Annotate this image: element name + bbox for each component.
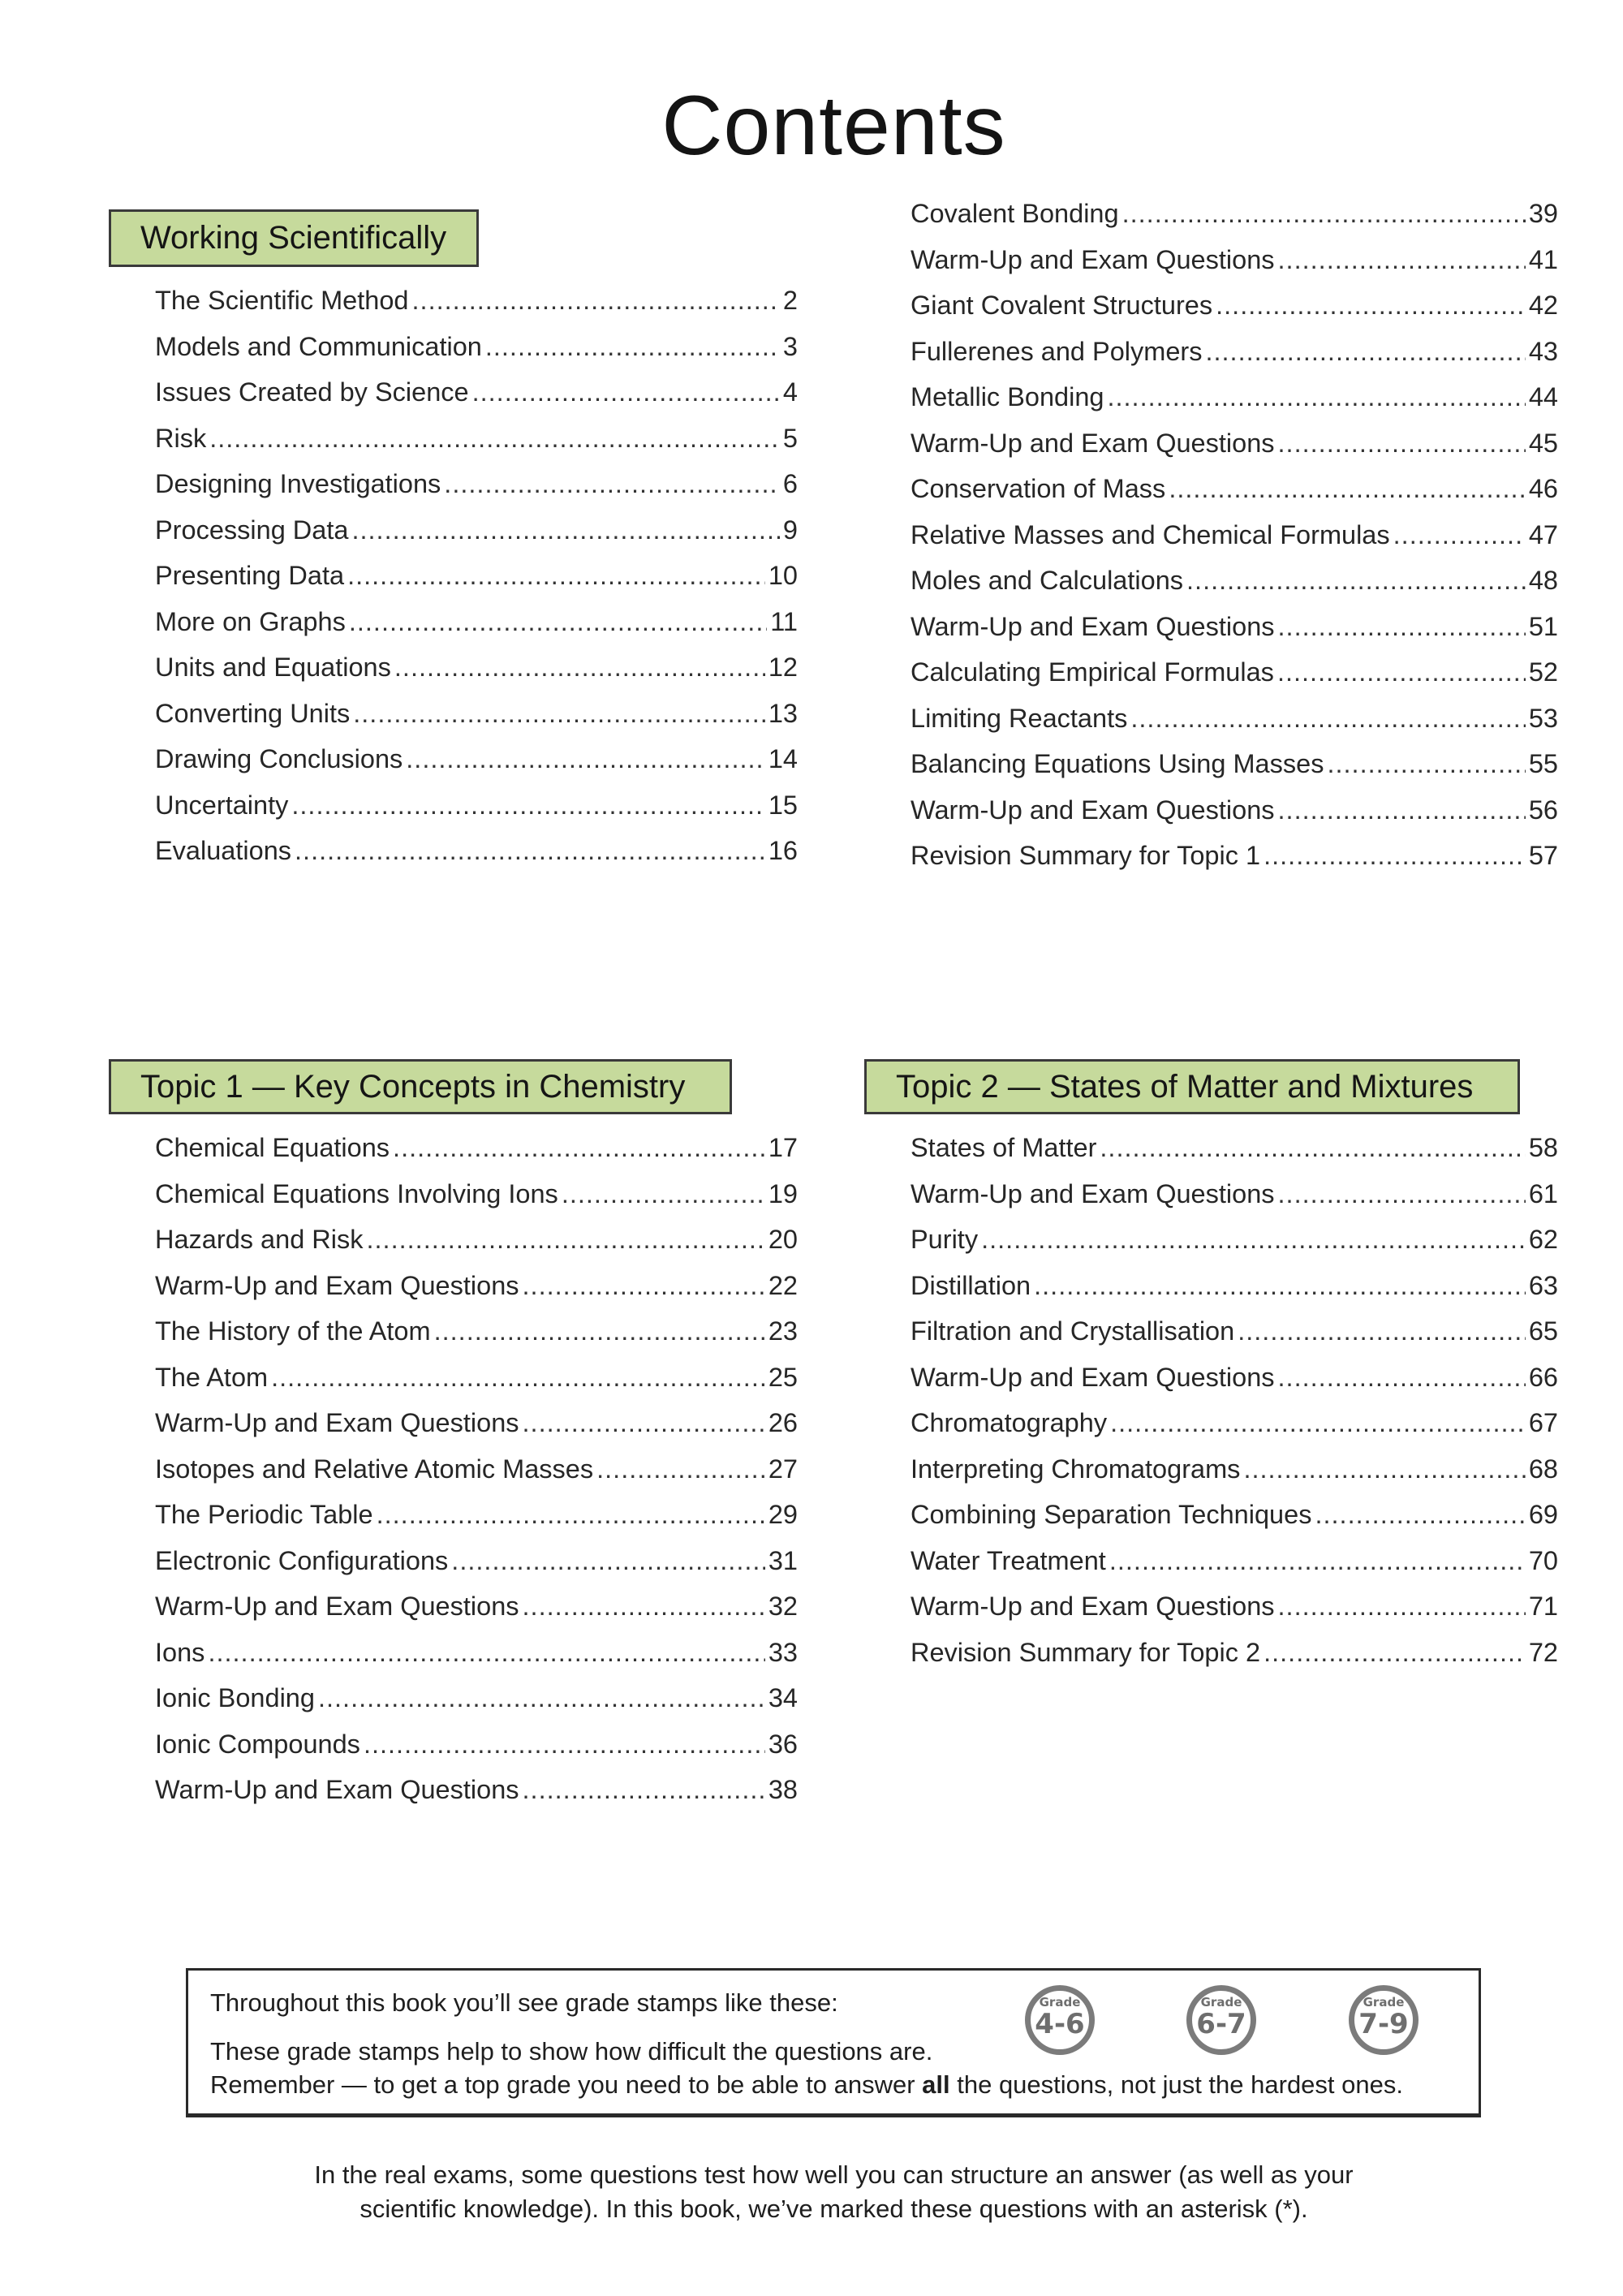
toc-entry-title: Designing Investigations: [155, 469, 441, 498]
dot-leader: [1278, 612, 1526, 642]
section-heading-topic1: [109, 1059, 732, 1114]
toc-entry[interactable]: [155, 1500, 798, 1546]
toc-entry-page-number: 57: [1528, 841, 1558, 870]
toc-entry-page-number: 38: [768, 1775, 798, 1804]
dot-leader: [394, 653, 765, 683]
toc-entry[interactable]: [911, 1638, 1558, 1684]
toc-entry-page-number: 31: [768, 1545, 798, 1575]
dot-leader: [523, 1408, 765, 1438]
toc-entry-page-number: 13: [768, 698, 798, 728]
toc-entry[interactable]: [155, 1408, 798, 1454]
toc-entry[interactable]: [155, 607, 798, 653]
dot-leader: [1169, 474, 1526, 504]
toc-entry[interactable]: [155, 1225, 798, 1271]
dot-leader: [1278, 245, 1526, 275]
dot-leader: [523, 1775, 765, 1805]
toc-entry[interactable]: [155, 836, 798, 882]
stamp-range: 7-9: [1358, 2008, 1409, 2040]
toc-entry[interactable]: [155, 1730, 798, 1776]
toc-entry-title: Interpreting Chromatograms: [911, 1454, 1241, 1484]
toc-entry-title: Warm-Up and Exam Questions: [911, 244, 1275, 274]
grade-stamp-7-9-icon: [1349, 1985, 1419, 2055]
toc-entry[interactable]: [911, 612, 1558, 658]
stamp-range: 4-6: [1035, 2008, 1085, 2040]
toc-entry-page-number: 61: [1528, 1178, 1558, 1208]
toc-list-topic2: [911, 1133, 1558, 1683]
toc-entry[interactable]: [911, 1225, 1558, 1271]
dot-leader: [1130, 704, 1525, 734]
dot-leader: [295, 836, 765, 866]
toc-entry[interactable]: [911, 1546, 1558, 1592]
toc-entry-title: More on Graphs: [155, 606, 346, 636]
toc-entry-page-number: 33: [768, 1637, 798, 1667]
toc-entry[interactable]: [155, 1775, 798, 1821]
toc-entry-title: Chromatography: [911, 1408, 1108, 1437]
stamp-word: Grade: [1039, 1995, 1081, 2010]
toc-entry[interactable]: [911, 1179, 1558, 1226]
info-line-3-emphasis: all: [922, 2070, 950, 2099]
toc-entry[interactable]: [155, 377, 798, 424]
stamp-range: 6-7: [1196, 2008, 1246, 2040]
section-heading-working-scientifically: [109, 209, 479, 267]
toc-entry[interactable]: [155, 744, 798, 790]
dot-leader: [1243, 1454, 1525, 1484]
footnote-line-2: scientific knowledge). In this book, we’ve marked these questions with an asterisk (*).: [359, 2195, 1308, 2223]
toc-entry-page-number: 44: [1528, 382, 1558, 411]
toc-entry-page-number: 42: [1528, 291, 1558, 320]
toc-entry-title: Ionic Compounds: [155, 1729, 360, 1759]
toc-entry[interactable]: [155, 1454, 798, 1501]
toc-entry-title: Chemical Equations: [155, 1133, 390, 1162]
toc-entry[interactable]: [155, 653, 798, 699]
toc-entry-title: Filtration and Crystallisation: [911, 1316, 1235, 1346]
toc-entry[interactable]: [911, 566, 1558, 612]
toc-entry-title: Purity: [911, 1225, 979, 1254]
dot-leader: [347, 561, 765, 591]
toc-entry[interactable]: [911, 1363, 1558, 1409]
toc-entry-title: The Periodic Table: [155, 1500, 373, 1529]
toc-entry-title: Warm-Up and Exam Questions: [911, 1362, 1275, 1392]
toc-entry-title: Giant Covalent Structures: [911, 291, 1213, 320]
toc-entry-page-number: 66: [1528, 1362, 1558, 1392]
toc-entry[interactable]: [155, 286, 798, 332]
toc-entry-title: Warm-Up and Exam Questions: [911, 611, 1275, 641]
dot-leader: [1278, 429, 1526, 459]
toc-entry-page-number: 65: [1528, 1316, 1558, 1346]
toc-entry[interactable]: [155, 1683, 798, 1730]
toc-entry-title: Fullerenes and Polymers: [911, 336, 1203, 366]
toc-entry-title: Moles and Calculations: [911, 566, 1184, 595]
toc-entry-page-number: 70: [1528, 1545, 1558, 1575]
dot-leader: [1110, 1408, 1526, 1438]
toc-entry-page-number: 34: [768, 1683, 798, 1712]
toc-entry-page-number: 55: [1528, 749, 1558, 778]
toc-entry[interactable]: [911, 795, 1558, 842]
toc-entry-title: Covalent Bonding: [911, 199, 1119, 228]
toc-entry-title: Uncertainty: [155, 790, 289, 820]
toc-entry-title: Converting Units: [155, 698, 351, 728]
toc-entry-page-number: 62: [1528, 1225, 1558, 1254]
toc-entry-page-number: 14: [768, 744, 798, 773]
toc-entry-page-number: 41: [1528, 244, 1558, 274]
toc-entry[interactable]: [155, 1316, 798, 1363]
toc-list-working-scientifically: [155, 286, 798, 882]
toc-entry-title: The History of the Atom: [155, 1316, 431, 1346]
toc-entry[interactable]: [155, 561, 798, 607]
toc-entry-title: Warm-Up and Exam Questions: [911, 795, 1275, 825]
toc-entry-title: Relative Masses and Chemical Formulas: [911, 519, 1390, 549]
toc-entry-title: Warm-Up and Exam Questions: [911, 1592, 1275, 1621]
toc-entry-title: Warm-Up and Exam Questions: [155, 1775, 519, 1804]
toc-entry-title: Risk: [155, 423, 207, 453]
dot-leader: [367, 1225, 765, 1255]
toc-entry[interactable]: [911, 474, 1558, 520]
toc-entry-page-number: 16: [768, 836, 798, 865]
toc-entry-page-number: 3: [782, 331, 798, 361]
toc-entry[interactable]: [911, 704, 1558, 750]
toc-entry[interactable]: [155, 790, 798, 837]
toc-entry[interactable]: [155, 1271, 798, 1317]
toc-entry-page-number: 53: [1528, 703, 1558, 733]
toc-entry-page-number: 39: [1528, 199, 1558, 228]
dot-leader: [1107, 382, 1525, 412]
toc-entry[interactable]: [155, 1133, 798, 1179]
toc-entry-page-number: 72: [1528, 1637, 1558, 1667]
toc-entry-page-number: 11: [770, 606, 798, 636]
toc-entry-title: Warm-Up and Exam Questions: [911, 1178, 1275, 1208]
toc-entry-title: Models and Communication: [155, 331, 482, 361]
dot-leader: [318, 1683, 765, 1713]
info-line-3: [210, 2070, 1403, 2100]
dot-leader: [393, 1133, 765, 1163]
dot-leader: [1264, 1638, 1526, 1668]
dot-leader: [1278, 1179, 1526, 1209]
dot-leader: [209, 424, 780, 454]
toc-list-topic1-continued: [911, 199, 1558, 887]
toc-entry[interactable]: [911, 199, 1558, 245]
toc-entry-page-number: 27: [768, 1454, 798, 1484]
info-line-2: These grade stamps help to show how difficult the questions are.: [210, 2037, 933, 2066]
dot-leader: [271, 1363, 765, 1393]
toc-entry-title: Warm-Up and Exam Questions: [155, 1592, 519, 1621]
toc-entry[interactable]: [155, 1363, 798, 1409]
dot-leader: [1315, 1500, 1525, 1530]
toc-entry-title: Conservation of Mass: [911, 474, 1166, 503]
info-line-3-end: the questions, not just the hardest ones.: [949, 2070, 1403, 2099]
dot-leader: [1393, 520, 1526, 550]
toc-entry-title: Drawing Conclusions: [155, 744, 403, 773]
page-title: Contents: [661, 79, 1006, 173]
dot-leader: [1278, 1363, 1526, 1393]
toc-entry-page-number: 20: [768, 1225, 798, 1254]
toc-entry-page-number: 63: [1528, 1270, 1558, 1300]
toc-entry-page-number: 51: [1528, 611, 1558, 641]
dot-leader: [412, 286, 780, 316]
toc-entry-title: Revision Summary for Topic 1: [911, 841, 1261, 870]
dot-leader: [981, 1225, 1526, 1255]
toc-entry[interactable]: [911, 520, 1558, 566]
dot-leader: [444, 469, 780, 499]
toc-entry[interactable]: [155, 332, 798, 378]
dot-leader: [596, 1454, 765, 1484]
toc-entry[interactable]: [911, 1316, 1558, 1363]
toc-entry-page-number: 32: [768, 1592, 798, 1621]
dot-leader: [434, 1316, 765, 1346]
toc-entry-page-number: 43: [1528, 336, 1558, 366]
toc-entry-title: Evaluations: [155, 836, 292, 865]
dot-leader: [1205, 337, 1525, 367]
footnote-line-1: In the real exams, some questions test how well you can structure an answer (as well as your: [314, 2160, 1354, 2189]
toc-entry[interactable]: [911, 382, 1558, 429]
toc-entry[interactable]: [911, 1454, 1558, 1501]
toc-entry-title: Issues Created by Science: [155, 377, 469, 407]
toc-entry[interactable]: [911, 1408, 1558, 1454]
grade-stamp-4-6-icon: [1025, 1985, 1095, 2055]
dot-leader: [291, 790, 764, 821]
toc-entry[interactable]: [911, 1133, 1558, 1179]
toc-entry-page-number: 17: [768, 1133, 798, 1162]
toc-entry-page-number: 22: [768, 1270, 798, 1300]
toc-list-topic1: [155, 1133, 798, 1821]
section-heading-label: Working Scientifically: [140, 220, 447, 256]
toc-entry-title: Combining Separation Techniques: [911, 1500, 1312, 1529]
toc-entry[interactable]: [911, 749, 1558, 795]
toc-entry-page-number: 9: [782, 515, 798, 545]
dot-leader: [562, 1179, 765, 1209]
section-heading-label: Topic 1 — Key Concepts in Chemistry: [140, 1068, 686, 1105]
toc-entry[interactable]: [155, 515, 798, 562]
dot-leader: [364, 1730, 765, 1760]
toc-entry-title: Warm-Up and Exam Questions: [155, 1408, 519, 1437]
section-heading-label: Topic 2 — States of Matter and Mixtures: [896, 1068, 1474, 1105]
toc-entry-title: Ions: [155, 1637, 205, 1667]
toc-entry[interactable]: [911, 1271, 1558, 1317]
toc-entry-page-number: 4: [782, 377, 798, 407]
dot-leader: [1216, 291, 1526, 321]
dot-leader: [1327, 749, 1525, 779]
toc-entry[interactable]: [155, 1179, 798, 1226]
dot-leader: [1186, 566, 1526, 596]
toc-entry-page-number: 25: [768, 1362, 798, 1392]
toc-entry-page-number: 47: [1528, 519, 1558, 549]
toc-entry[interactable]: [911, 841, 1558, 887]
dot-leader: [349, 607, 767, 637]
toc-entry-page-number: 36: [768, 1729, 798, 1759]
toc-entry-title: Distillation: [911, 1270, 1031, 1300]
toc-entry-title: Ionic Bonding: [155, 1683, 315, 1712]
toc-entry-title: Units and Equations: [155, 653, 391, 682]
toc-entry-title: Balancing Equations Using Masses: [911, 749, 1324, 778]
dot-leader: [1100, 1133, 1525, 1163]
toc-entry-page-number: 2: [782, 286, 798, 315]
toc-entry[interactable]: [911, 291, 1558, 337]
toc-entry-title: Warm-Up and Exam Questions: [155, 1270, 519, 1300]
toc-entry[interactable]: [155, 1546, 798, 1592]
toc-entry[interactable]: [155, 424, 798, 470]
toc-entry-page-number: 52: [1528, 657, 1558, 687]
toc-entry-page-number: 56: [1528, 795, 1558, 825]
toc-entry-title: Isotopes and Relative Atomic Masses: [155, 1454, 594, 1484]
toc-entry-page-number: 29: [768, 1500, 798, 1529]
toc-entry-page-number: 26: [768, 1408, 798, 1437]
dot-leader: [523, 1592, 765, 1622]
toc-entry-title: The Atom: [155, 1362, 269, 1392]
toc-entry[interactable]: [155, 1638, 798, 1684]
toc-entry-title: Water Treatment: [911, 1545, 1106, 1575]
dot-leader: [351, 515, 779, 545]
dot-leader: [1278, 1592, 1526, 1622]
toc-entry-page-number: 48: [1528, 566, 1558, 595]
toc-entry-title: Processing Data: [155, 515, 349, 545]
toc-entry[interactable]: [911, 657, 1558, 704]
toc-entry-title: States of Matter: [911, 1133, 1097, 1162]
toc-entry-page-number: 45: [1528, 428, 1558, 458]
dot-leader: [1122, 199, 1526, 229]
dot-leader: [472, 377, 780, 407]
toc-entry-title: Calculating Empirical Formulas: [911, 657, 1274, 687]
toc-entry-page-number: 23: [768, 1316, 798, 1346]
toc-entry[interactable]: [155, 699, 798, 745]
dot-leader: [1264, 841, 1526, 871]
toc-entry[interactable]: [911, 429, 1558, 475]
dot-leader: [353, 699, 765, 729]
dot-leader: [406, 744, 765, 774]
dot-leader: [208, 1638, 764, 1668]
stamp-word: Grade: [1363, 1995, 1405, 2010]
dot-leader: [485, 332, 780, 362]
dot-leader: [1238, 1316, 1526, 1346]
toc-entry-page-number: 12: [768, 653, 798, 682]
toc-entry[interactable]: [911, 337, 1558, 383]
toc-entry-title: The Scientific Method: [155, 286, 409, 315]
toc-entry-title: Hazards and Risk: [155, 1225, 364, 1254]
toc-entry-page-number: 6: [782, 469, 798, 498]
toc-entry-page-number: 5: [782, 423, 798, 453]
toc-entry[interactable]: [911, 245, 1558, 291]
toc-entry[interactable]: [911, 1500, 1558, 1546]
toc-entry-page-number: 67: [1528, 1408, 1558, 1437]
toc-entry-title: Metallic Bonding: [911, 382, 1104, 411]
toc-entry-page-number: 10: [768, 561, 798, 590]
dot-leader: [377, 1500, 765, 1530]
section-heading-topic2: [864, 1059, 1520, 1114]
toc-entry-title: Limiting Reactants: [911, 703, 1128, 733]
toc-entry[interactable]: [911, 1592, 1558, 1638]
toc-entry-page-number: 46: [1528, 474, 1558, 503]
info-line-1: Throughout this book you’ll see grade stamps like these:: [210, 1988, 838, 2017]
dot-leader: [523, 1271, 765, 1301]
dot-leader: [451, 1546, 765, 1576]
toc-entry-page-number: 58: [1528, 1133, 1558, 1162]
toc-entry-title: Warm-Up and Exam Questions: [911, 428, 1275, 458]
toc-entry-page-number: 69: [1528, 1500, 1558, 1529]
dot-leader: [1277, 657, 1526, 687]
toc-entry[interactable]: [155, 469, 798, 515]
toc-entry-title: Chemical Equations Involving Ions: [155, 1178, 558, 1208]
toc-entry[interactable]: [155, 1592, 798, 1638]
dot-leader: [1278, 795, 1526, 825]
info-line-3-start: Remember — to get a top grade you need to be able to answer: [210, 2070, 923, 2099]
toc-entry-page-number: 19: [768, 1178, 798, 1208]
dot-leader: [1034, 1271, 1526, 1301]
toc-entry-page-number: 15: [768, 790, 798, 820]
toc-entry-page-number: 71: [1528, 1592, 1558, 1621]
toc-entry-page-number: 68: [1528, 1454, 1558, 1484]
toc-entry-title: Electronic Configurations: [155, 1545, 449, 1575]
stamp-word: Grade: [1200, 1995, 1242, 2010]
toc-entry-title: Presenting Data: [155, 561, 345, 590]
dot-leader: [1109, 1546, 1526, 1576]
grade-stamp-6-7-icon: [1186, 1985, 1256, 2055]
toc-entry-title: Revision Summary for Topic 2: [911, 1637, 1261, 1667]
grade-stamps-info-box: [186, 1968, 1481, 2117]
